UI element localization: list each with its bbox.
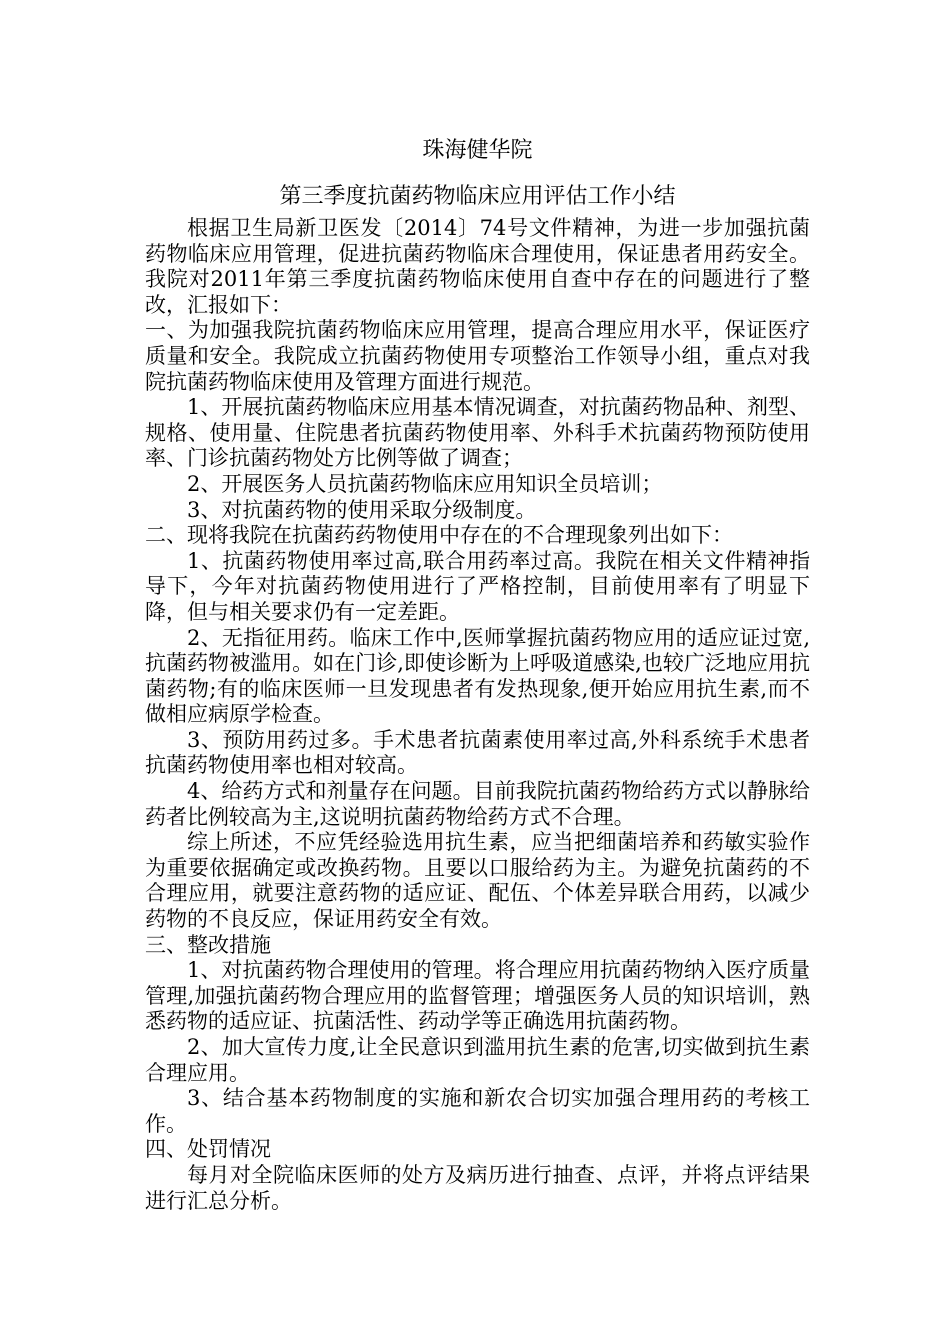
- body-paragraph: 2、开展医务人员抗菌药物临床应用知识全员培训；: [187, 471, 663, 496]
- body-paragraph: 综上所述，不应凭经验选用抗生素，应当把细菌培养和药敏实验作为重要依据确定或改换药物。且要以口服给药为主。为避免抗菌药的不合理应用，就要注意药物的适应证、配伍、个体差异联合用药，以减少药物的不良反应，保证用药安全有效。: [145, 830, 810, 932]
- document-subtitle: 第三季度抗菌药物临床应用评估工作小结: [279, 184, 676, 209]
- section-heading-paragraph: 四、处罚情况: [145, 1137, 271, 1162]
- body-paragraph: 每月对全院临床医师的处方及病历进行抽查、点评，并将点评结果进行汇总分析。: [145, 1162, 810, 1213]
- document-page: [145, 132, 810, 1214]
- body-paragraph: 2、加大宣传力度,让全民意识到滥用抗生素的危害,切实做到抗生素合理应用。: [145, 1035, 810, 1085]
- body-paragraph: 2、无指征用药。临床工作中,医师掌握抗菌药物应用的适应证过宽,抗菌药物被滥用。如在门诊,即使诊断为上呼吸道感染,也较广泛地应用抗菌药物;有的临床医师一旦发现患者有发热现象,便开始应用抗生素,而不做相应病原学检查。: [145, 625, 810, 727]
- body-paragraph: 1、对抗菌药物合理使用的管理。将合理应用抗菌药物纳入医疗质量管理,加强抗菌药物合理应用的监督管理；增强医务人员的知识培训，熟悉药物的适应证、抗菌活性、药动学等正确选用抗菌药物。: [145, 958, 810, 1034]
- body-paragraph: 3、结合基本药物制度的实施和新农合切实加强合理用药的考核工作。: [145, 1086, 810, 1136]
- body-paragraph: 3、对抗菌药物的使用采取分级制度。: [187, 497, 537, 522]
- body-paragraph: 4、给药方式和剂量存在问题。目前我院抗菌药物给药方式以静脉给药者比例较高为主,这说明抗菌药物给药方式不合理。: [145, 779, 810, 829]
- body-paragraph: 1、开展抗菌药物临床应用基本情况调查，对抗菌药物品种、剂型、规格、使用量、住院患者抗菌药物使用率、外科手术抗菌药物预防使用率、门诊抗菌药物处方比例等做了调查；: [145, 395, 810, 471]
- section-heading-paragraph: 三、整改措施: [145, 932, 271, 957]
- body-paragraph: 1、抗菌药物使用率过高,联合用药率过高。我院在相关文件精神指导下，今年对抗菌药物使用进行了严格控制，目前使用率有了明显下降，但与相关要求仍有一定差距。: [145, 548, 810, 624]
- body-paragraph: 根据卫生局新卫医发〔2014〕74号文件精神，为进一步加强抗菌药物临床应用管理，促进抗菌药物临床合理使用，保证患者用药安全。我院对2011年第三季度抗菌药物临床使用自查中存在的问题进行了整改，汇报如下：: [145, 216, 810, 317]
- body-paragraph: 3、预防用药过多。手术患者抗菌素使用率过高,外科系统手术患者抗菌药物使用率也相对较高。: [145, 727, 810, 778]
- section-heading-paragraph: 一、为加强我院抗菌药物临床应用管理，提高合理应用水平，保证医疗质量和安全。我院成立抗菌药物使用专项整治工作领导小组，重点对我院抗菌药物临床使用及管理方面进行规范。: [145, 318, 810, 394]
- document-body: [145, 216, 810, 1214]
- document-title: 珠海健华院: [422, 138, 533, 163]
- section-heading-paragraph: 二、现将我院在抗菌药药物使用中存在的不合理现象列出如下：: [145, 523, 733, 548]
